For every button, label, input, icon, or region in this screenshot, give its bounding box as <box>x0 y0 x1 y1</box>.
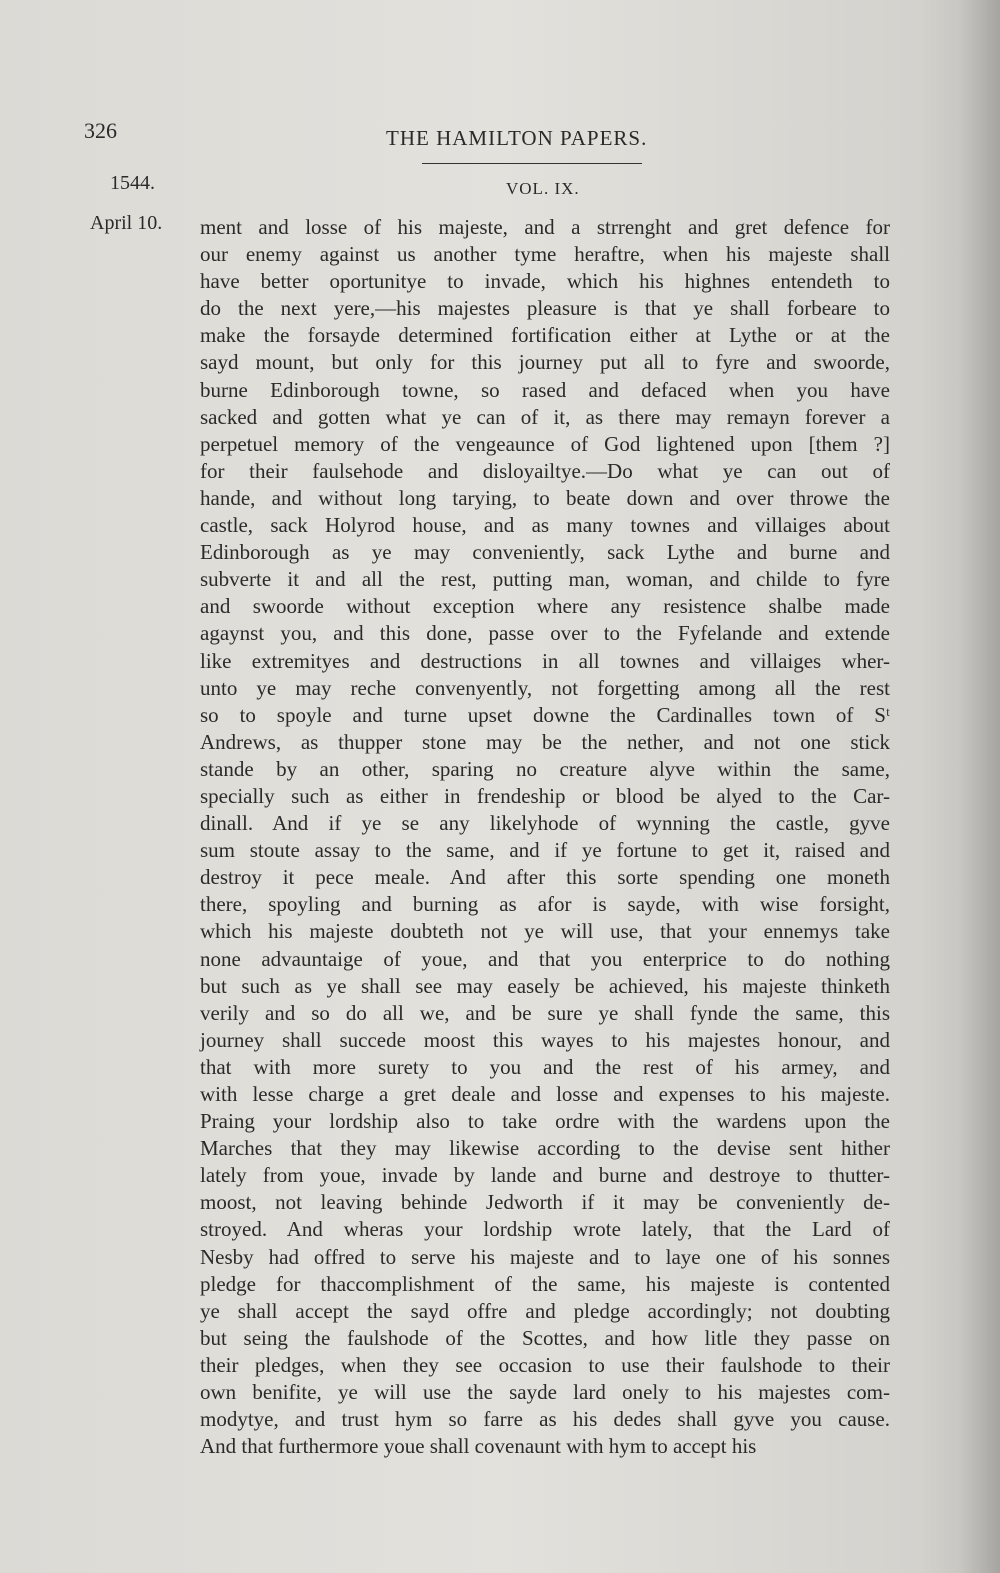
page-number: 326 <box>84 118 117 143</box>
text-line: lately from youe, invade by lande and burne and destroye to thutter- <box>200 1163 890 1188</box>
text-line: make the forsayde determined fortification either at Lythe or at the <box>200 323 890 348</box>
text-line: Marches that they may likewise according to the devise sent hither <box>200 1136 890 1161</box>
text-line: stroyed. And wheras your lordship wrote lately, that the Lard of <box>200 1217 890 1242</box>
text-line: destroy it pece meale. And after this sorte spending one moneth <box>200 865 890 890</box>
volume-label: VOL. IX. <box>506 179 580 198</box>
text-line: do the next yere,—his majestes pleasure is that ye shall forbeare to <box>200 296 890 321</box>
text-line: stande by an other, sparing no creature alyve within the same, <box>200 756 890 781</box>
text-line: like extremityes and destructions in all townes and villaiges wher- <box>200 648 890 673</box>
running-title: THE HAMILTON PAPERS. <box>386 126 648 150</box>
text-line: modytye, and trust hym so farre as his dedes shall gyve you cause. <box>200 1407 890 1432</box>
text-line: own benifite, ye will use the sayde lard onely to his majestes com- <box>200 1380 890 1405</box>
text-line: journey shall succede moost this wayes to his majestes honour, and <box>200 1027 890 1052</box>
text-line: Andrews, as thupper stone may be the nether, and not one stick <box>200 729 890 754</box>
text-line: specially such as either in frendeship or blood be alyed to the Car- <box>200 783 890 808</box>
text-line: their pledges, when they see occasion to use their faulshode to their <box>200 1352 890 1377</box>
text-line: and swoorde without exception where any resistence shalbe made <box>200 594 890 619</box>
text-line: perpetuel memory of the vengeaunce of God lightened upon [them ?] <box>200 431 890 456</box>
text-line: for their faulsehode and disloyailtye.—Do what ye can out of <box>200 458 890 483</box>
page-edge-shadow <box>960 0 1000 1573</box>
text-line: sacked and gotten what ye can of it, as there may remayn forever a <box>200 404 890 429</box>
text-line: Edinborough as ye may conveniently, sack Lythe and burne and <box>200 540 890 565</box>
text-line: with lesse charge a gret deale and losse and expenses to his majeste. <box>200 1082 890 1106</box>
text-line: so to spoyle and turne upset downe the Cardinalles town of Sᵗ <box>200 702 890 727</box>
body-text <box>200 214 890 1460</box>
margin-year: 1544. <box>110 172 155 194</box>
text-line: have better oportunitye to invade, which his highnes entendeth to <box>200 269 890 294</box>
title-rule <box>422 163 642 164</box>
text-line: sayd mount, but only for this journey put all to fyre and swoorde, <box>200 350 890 375</box>
text-line: our enemy against us another tyme heraftre, when his majeste shall <box>200 242 890 267</box>
text-line: castle, sack Holyrod house, and as many townes and villaiges about <box>200 513 890 538</box>
text-line: unto ye may reche convenyently, not forgetting among all the rest <box>200 675 890 700</box>
text-line: Nesby had offred to serve his majeste and to laye one of his sonnes <box>200 1244 890 1269</box>
text-line: ment and losse of his majeste, and a strrenght and gret defence for <box>200 215 890 239</box>
margin-date: April 10. <box>90 212 163 234</box>
text-line: subverte it and all the rest, putting man, woman, and childe to fyre <box>200 567 890 592</box>
text-line: agaynst you, and this done, passe over to the Fyfelande and extende <box>200 621 890 646</box>
text-line: ye shall accept the sayd offre and pledge accordingly; not doubting <box>200 1298 890 1323</box>
text-line: but seing the faulshode of the Scottes, and how litle they passe on <box>200 1325 890 1350</box>
text-line: moost, not leaving behinde Jedworth if it may be conveniently de- <box>200 1190 890 1215</box>
text-line: none advauntaige of youe, and that you enterprice to do nothing <box>200 946 890 971</box>
text-line: Praing your lordship also to take ordre with the wardens upon the <box>200 1109 890 1134</box>
text-line: pledge for thaccomplishment of the same, his majeste is contented <box>200 1271 890 1296</box>
text-line: there, spoyling and burning as afor is sayde, with wise forsight, <box>200 892 890 917</box>
text-line: sum stoute assay to the same, and if ye fortune to get it, raised and <box>200 838 890 863</box>
text-line: which his majeste doubteth not ye will use, that your ennemys take <box>200 919 890 944</box>
text-line: that with more surety to you and the rest of his armey, and <box>200 1054 890 1079</box>
text-line: dinall. And if ye se any likelyhode of wynning the castle, gyve <box>200 811 890 836</box>
text-line: And that furthermore youe shall covenaunt with hym to accept his <box>200 1434 757 1459</box>
text-line: burne Edinborough towne, so rased and defaced when you have <box>200 377 890 402</box>
text-line: verily and so do all we, and be sure ye shall fynde the same, this <box>200 1000 890 1025</box>
text-line: hande, and without long tarying, to beate down and over throwe the <box>200 485 890 510</box>
text-line: but such as ye shall see may easely be achieved, his majeste thinketh <box>200 973 890 998</box>
